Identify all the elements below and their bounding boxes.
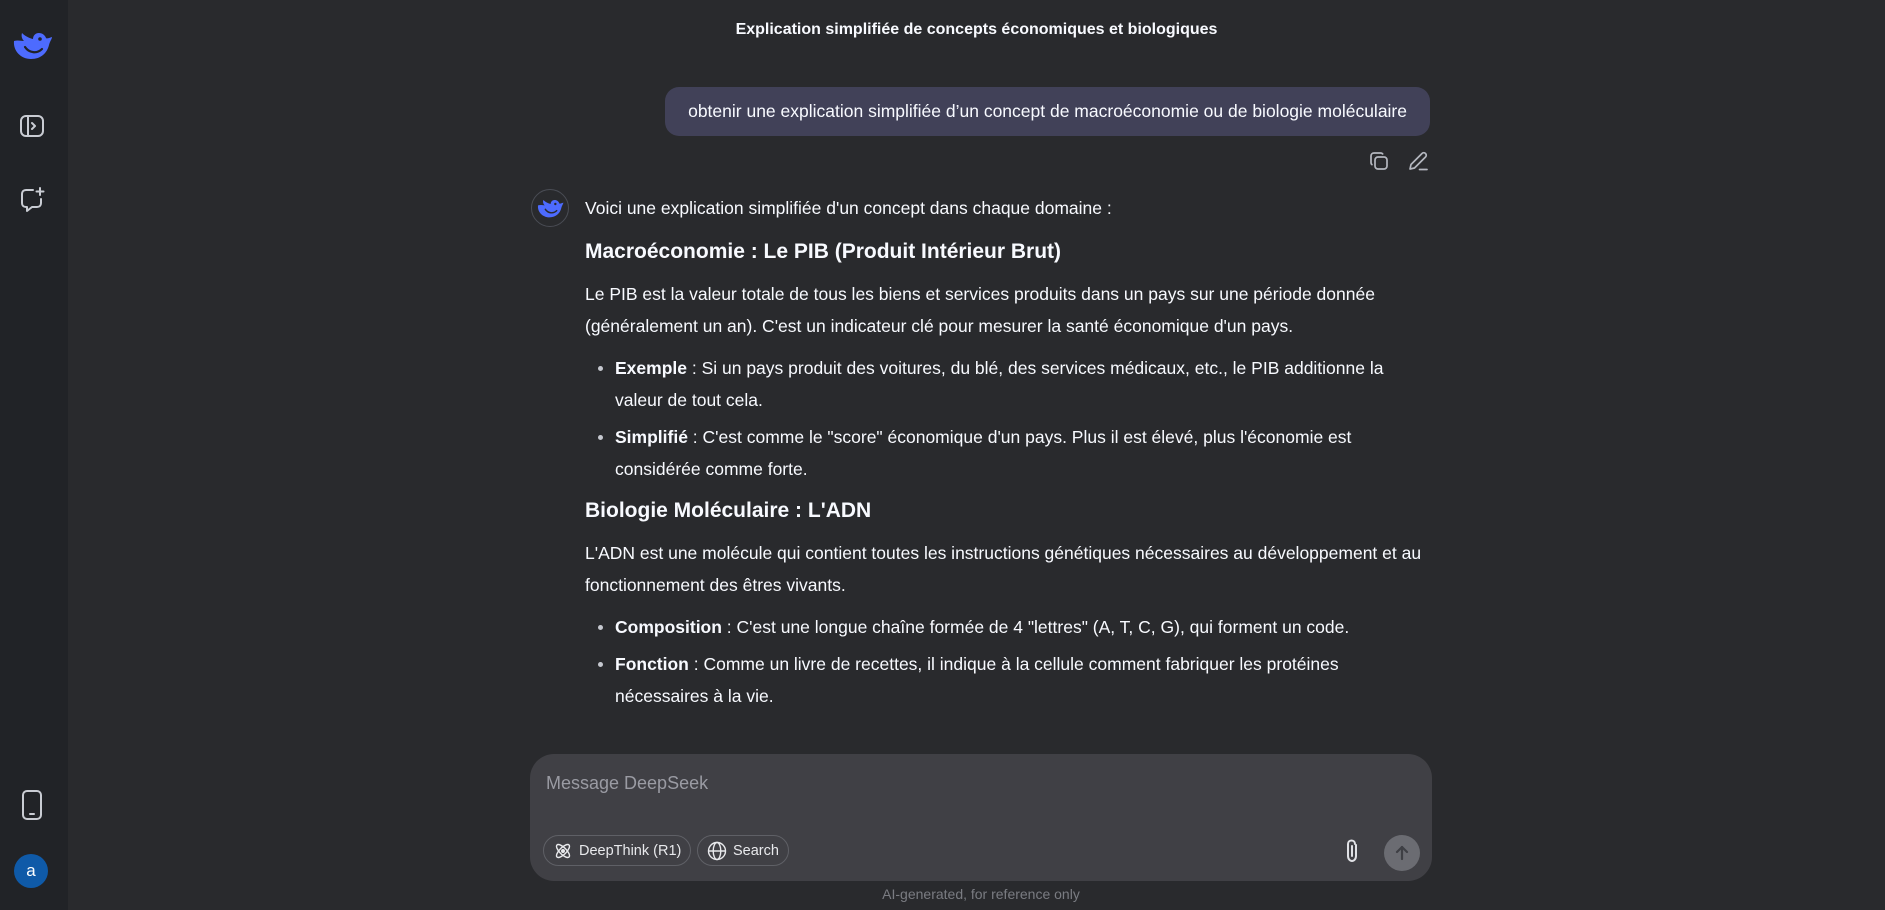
search-label: Search bbox=[733, 842, 779, 859]
assistant-answer bbox=[585, 192, 1433, 717]
answer-intro: Voici une explication simplifiée d'un concept dans chaque domaine : bbox=[585, 198, 1112, 218]
list-item bbox=[615, 352, 1433, 416]
bullet-list bbox=[585, 352, 1433, 485]
section-paragraph: Le PIB est la valeur totale de tous les biens et services produits dans un pays sur une période donnée (généralement un an). C'est un indicateur clé pour mesurer la santé économique d'un pays. bbox=[585, 284, 1375, 336]
send-button[interactable] bbox=[1384, 835, 1420, 871]
bullet-text: : C'est comme le "score" économique d'un pays. Plus il est élevé, plus l'économie est considérée comme forte. bbox=[615, 427, 1352, 479]
message-actions bbox=[1368, 150, 1429, 172]
list-item bbox=[615, 611, 1433, 643]
bullet-text: : Comme un livre de recettes, il indique à la cellule comment fabriquer les protéines nécessaires à la vie. bbox=[615, 654, 1339, 706]
list-item bbox=[615, 421, 1433, 485]
section-heading: Biologie Moléculaire : L'ADN bbox=[585, 499, 872, 522]
assistant-avatar-icon bbox=[531, 189, 569, 227]
sidebar bbox=[0, 0, 68, 910]
message-composer bbox=[530, 754, 1432, 881]
section-heading: Macroéconomie : Le PIB (Produit Intérieur Brut) bbox=[585, 240, 1062, 263]
page-title: Explication simplifiée de concepts économiques et biologiques bbox=[735, 21, 1218, 38]
sidebar-toggle-icon[interactable] bbox=[14, 108, 50, 144]
bullet-term: Simplifié bbox=[615, 427, 688, 447]
deepthink-toggle-button[interactable] bbox=[543, 835, 691, 866]
deepthink-label: DeepThink (R1) bbox=[579, 842, 682, 859]
section-paragraph: L'ADN est une molécule qui contient toutes les instructions génétiques nécessaires au développement et au fonctionnement des êtres vivants. bbox=[585, 543, 1422, 595]
new-chat-icon[interactable] bbox=[14, 182, 50, 218]
bullet-list bbox=[585, 611, 1433, 712]
user-message-bubble: obtenir une explication simplifiée d’un concept de macroéconomie ou de biologie moléculaire bbox=[665, 87, 1430, 136]
bullet-term: Fonction bbox=[615, 654, 689, 674]
copy-icon[interactable] bbox=[1368, 150, 1390, 172]
bullet-text: : Si un pays produit des voitures, du blé, des services médicaux, etc., le PIB additionne la valeur de tout cela. bbox=[615, 358, 1384, 410]
message-input[interactable] bbox=[546, 768, 1406, 798]
edit-icon[interactable] bbox=[1407, 150, 1429, 172]
attach-file-icon[interactable] bbox=[1339, 838, 1365, 864]
globe-icon bbox=[707, 841, 727, 861]
search-toggle-button[interactable] bbox=[697, 835, 789, 866]
atom-icon bbox=[553, 841, 573, 861]
list-item bbox=[615, 648, 1433, 712]
avatar-initial: a bbox=[26, 861, 36, 880]
arrow-up-icon bbox=[1393, 844, 1411, 862]
user-avatar[interactable] bbox=[14, 854, 48, 888]
bullet-text: : C'est une longue chaîne formée de 4 "lettres" (A, T, C, G), qui forment un code. bbox=[721, 617, 1350, 637]
mobile-app-icon[interactable] bbox=[14, 787, 50, 823]
ai-disclaimer: AI-generated, for reference only bbox=[882, 886, 1080, 902]
bullet-term: Exemple bbox=[615, 358, 687, 378]
deepseek-logo-icon[interactable] bbox=[11, 26, 53, 64]
bullet-term: Composition bbox=[615, 617, 722, 637]
